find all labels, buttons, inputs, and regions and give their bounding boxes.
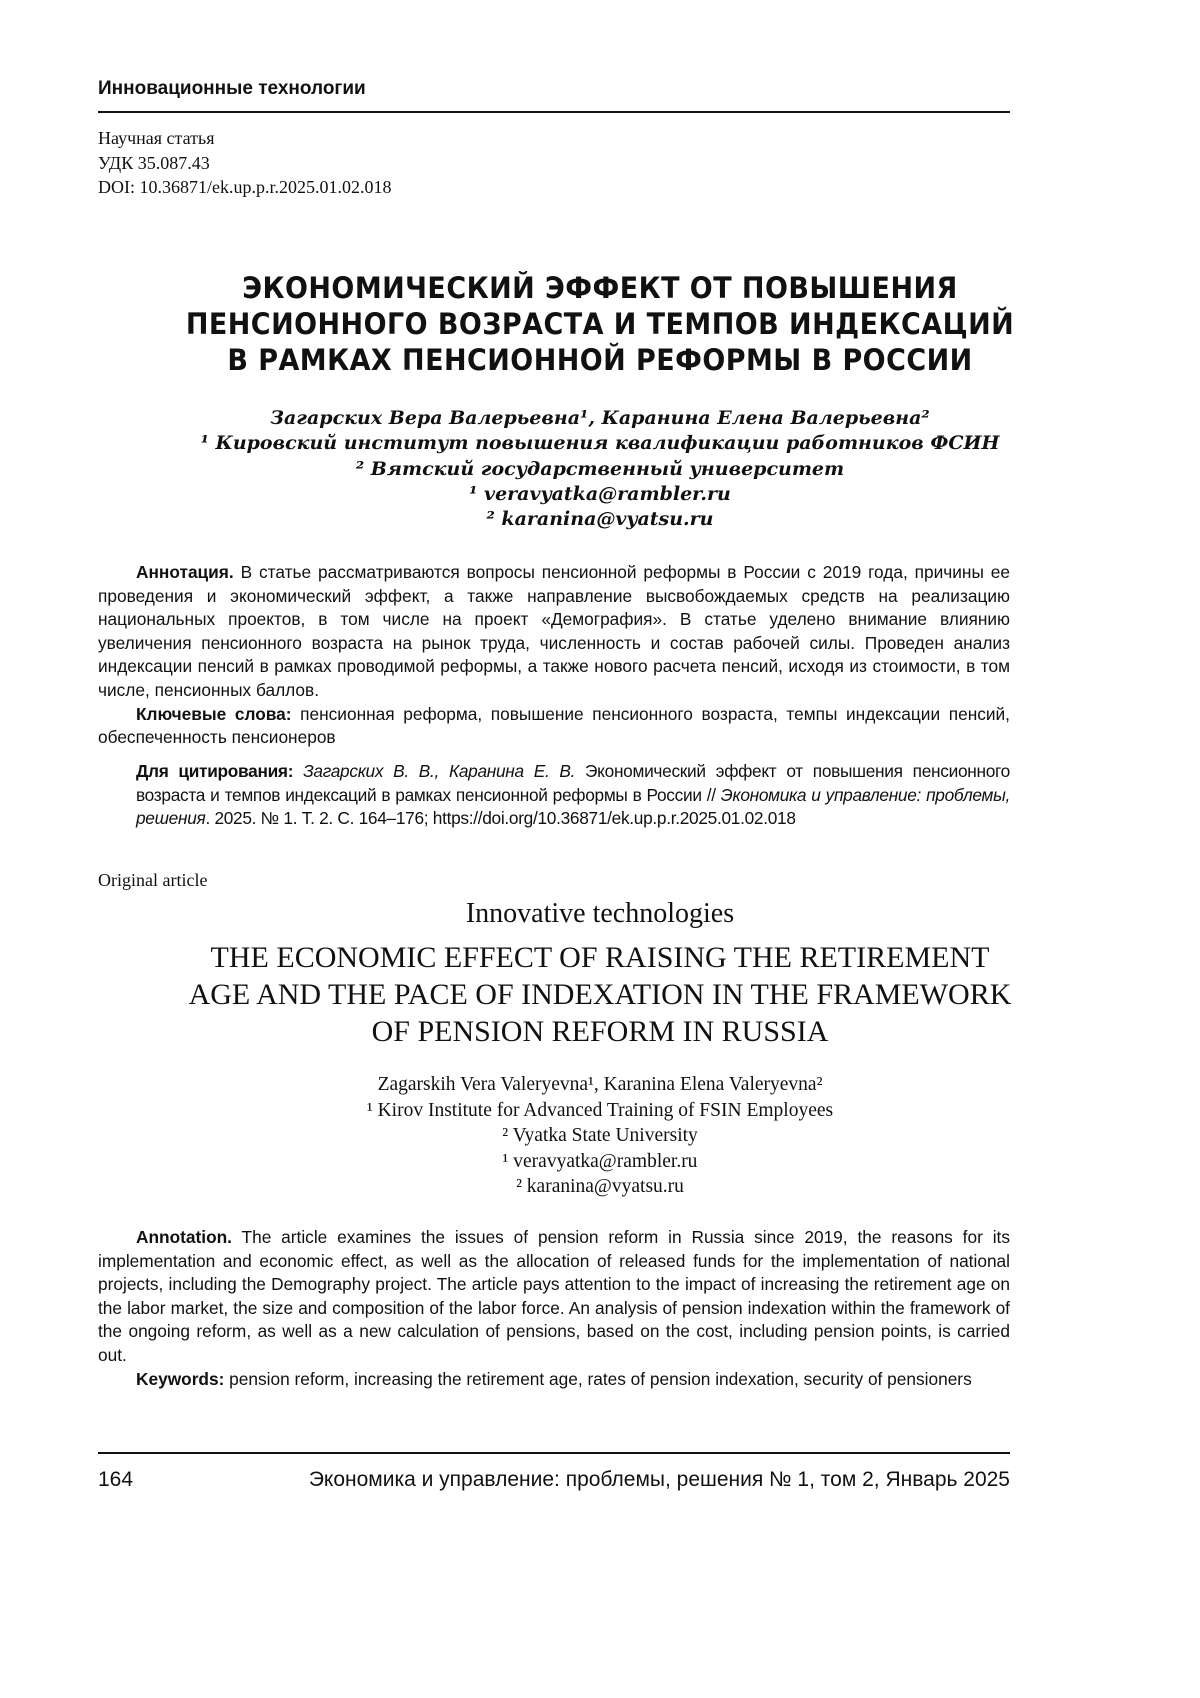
- keywords-text: пенсионная реформа, повышение пенсионного возраста, темпы индексации пенсий, обеспеченность пенсионеров: [98, 704, 1010, 748]
- affiliation: ¹ Кировский институт повышения квалификации работников ФСИН: [98, 431, 1102, 456]
- affiliation: ¹ Kirov Institute for Advanced Training of FSIN Employees: [98, 1098, 1102, 1124]
- cite-authors: Загарских В. В., Каранина Е. В.: [293, 761, 575, 781]
- cite-journal: Экономика и управление: проблемы, решения: [136, 785, 1010, 829]
- ru-title: [133, 270, 1067, 378]
- article-type: Научная статья: [98, 126, 1010, 151]
- article-meta: [98, 126, 1010, 200]
- footer-rule: [98, 1452, 1010, 1454]
- citation: [136, 760, 1010, 831]
- cite-text: Экономический эффект от повышения пенсионного возраста и темпов индексаций в рамках пенсионной реформы в России //: [136, 761, 1010, 805]
- section-rubric: Инновационные технологии: [98, 78, 1010, 100]
- title-line: ПЕНСИОННОГО ВОЗРАСТА И ТЕМПОВ ИНДЕКСАЦИЙ: [133, 306, 1067, 342]
- email[interactable]: ¹ veravyatka@rambler.ru: [98, 482, 1102, 507]
- en-authors-block: [98, 1072, 1102, 1200]
- annotation-text: The article examines the issues of pension reform in Russia since 2019, the reasons for its implementation and economic effect, as well as the allocation of released funds for the implementation of national projects, including the Demography project. The article pays attention to the impact of increasing the retirement age on the labor market, the size and composition of the labor force. An analysis of pension indexation within the framework of the ongoing reform, as well as a new calculation of pensions, based on the cost, including pension points, is carried out.: [98, 1227, 1010, 1365]
- authors: Zagarskih Vera Valeryevna¹, Karanina Elena Valeryevna²: [98, 1072, 1102, 1098]
- journal-info: Экономика и управление: проблемы, решения № 1, том 2, Январь 2025: [309, 1468, 1010, 1492]
- keywords-label: Keywords:: [136, 1369, 224, 1389]
- annotation-text: В статье рассматриваются вопросы пенсионной реформы в России с 2019 года, причины ее проведения и экономический эффект, а также направление высвобождаемых средств на реализацию национальных проектов, в том числе на проект «Демография». В статье уделено внимание влиянию увеличения пенсионного возраста на рынок труда, численность и состав рабочей силы. Проведен анализ индексации пенсий в рамках проводимой реформы, а также нового расчета пенсий, исходя из стоимости, в том числе, пенсионных баллов.: [98, 562, 1010, 700]
- affiliation: ² Вятский государственный университет: [98, 457, 1102, 482]
- affiliation: ² Vyatka State University: [98, 1123, 1102, 1149]
- annotation-label: Annotation.: [136, 1227, 232, 1247]
- title-line: OF PENSION REFORM IN RUSSIA: [98, 1013, 1102, 1050]
- en-article-type: Original article: [98, 870, 1010, 891]
- title-line: THE ECONOMIC EFFECT OF RAISING THE RETIREMENT: [98, 939, 1102, 976]
- cite-doi[interactable]: . 2025. № 1. Т. 2. С. 164–176; https://doi.org/10.36871/ek.up.p.r.2025.01.02.018: [205, 808, 795, 828]
- en-abstract: [98, 1226, 1010, 1391]
- page-number: 164: [98, 1468, 133, 1492]
- keywords-text: pension reform, increasing the retirement age, rates of pension indexation, security of pensioners: [224, 1369, 971, 1389]
- en-title: [98, 939, 1102, 1050]
- email[interactable]: ¹ veravyatka@rambler.ru: [98, 1149, 1102, 1175]
- doi: DOI: 10.36871/ek.up.p.r.2025.01.02.018: [98, 175, 1010, 200]
- title-line: В РАМКАХ ПЕНСИОННОЙ РЕФОРМЫ В РОССИИ: [133, 342, 1067, 378]
- ru-abstract: [98, 561, 1010, 750]
- authors: Загарских Вера Валерьевна¹, Каранина Елена Валерьевна²: [98, 406, 1102, 431]
- udc: УДК 35.087.43: [98, 151, 1010, 176]
- annotation-label: Аннотация.: [136, 562, 234, 582]
- footer: [98, 1468, 1010, 1492]
- header-rule: [98, 111, 1010, 113]
- email[interactable]: ² karanina@vyatsu.ru: [98, 507, 1102, 532]
- en-rubric: Innovative technologies: [98, 898, 1102, 930]
- page: [0, 0, 1200, 1698]
- title-line: ЭКОНОМИЧЕСКИЙ ЭФФЕКТ ОТ ПОВЫШЕНИЯ: [133, 270, 1067, 306]
- email[interactable]: ² karanina@vyatsu.ru: [98, 1174, 1102, 1200]
- cite-label: Для цитирования:: [136, 761, 293, 781]
- title-line: AGE AND THE PACE OF INDEXATION IN THE FRAMEWORK: [98, 976, 1102, 1013]
- keywords-label: Ключевые слова:: [136, 704, 292, 724]
- ru-authors-block: [98, 406, 1102, 532]
